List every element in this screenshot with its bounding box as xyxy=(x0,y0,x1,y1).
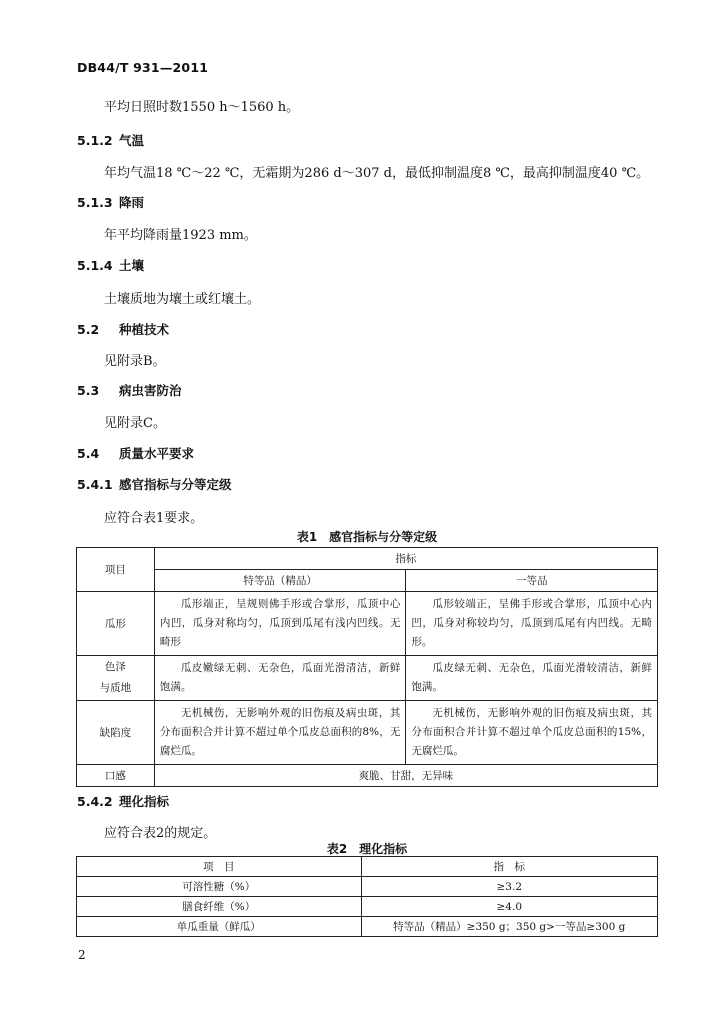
table1-taste-value: 爽脆、甘甜，无异味 xyxy=(154,765,657,787)
heading-title: 理化指标 xyxy=(119,794,170,809)
table2-value-sugar: ≥3.2 xyxy=(361,877,658,897)
table-row xyxy=(77,656,658,701)
heading-5-4-1 xyxy=(77,475,232,493)
heading-title: 质量水平要求 xyxy=(119,446,195,461)
table-row xyxy=(77,917,658,937)
table1-sensory-grading xyxy=(76,547,658,787)
table1-item-taste: 口感 xyxy=(77,765,155,787)
table2-physicochemical xyxy=(76,856,658,937)
heading-5-1-3 xyxy=(77,193,144,211)
paragraph-rainfall: 年平均降雨量1923 mm。 xyxy=(104,228,257,243)
heading-5-4 xyxy=(77,444,194,462)
table-row xyxy=(77,897,658,917)
table1-item-color: 色泽 与质地 xyxy=(77,656,155,701)
heading-5-4-2 xyxy=(77,792,169,810)
table2-header-item: 项 目 xyxy=(77,857,362,877)
table1-caption: 表1 感官指标与分等定级 xyxy=(296,530,438,544)
table2-item-sugar: 可溶性糖（%） xyxy=(77,877,362,897)
paragraph-table2-ref: 应符合表2的规定。 xyxy=(104,826,217,841)
paragraph-sunshine: 平均日照时数1550 h～1560 h。 xyxy=(104,100,300,115)
table1-premium-color: 瓜皮嫩绿无刺、无杂色，瓜面光滑清洁，新鲜饱满。 xyxy=(154,656,406,701)
table2-header-indicator: 指 标 xyxy=(361,857,658,877)
heading-number: 5.1.2 xyxy=(77,133,113,148)
table1-first-shape: 瓜形较端正，呈佛手形或合掌形，瓜顶中心内凹，瓜身对称较均匀，瓜顶到瓜尾有内凹线。无畸形。 xyxy=(406,592,658,656)
heading-5-2 xyxy=(77,320,169,338)
heading-5-3 xyxy=(77,381,182,399)
paragraph-soil: 土壤质地为壤土或红壤土。 xyxy=(104,292,261,307)
table1-item-defect: 缺陷度 xyxy=(77,701,155,765)
table1-first-color: 瓜皮绿无刺、无杂色，瓜面光滑较清洁，新鲜饱满。 xyxy=(406,656,658,701)
paragraph-temperature: 年均气温18 ℃～22 ℃，无霜期为286 d～307 d，最低抑制温度8 ℃，最高抑制温度40 ℃。 xyxy=(104,166,650,181)
heading-5-1-4 xyxy=(77,256,144,274)
page-number: 2 xyxy=(78,948,86,962)
paragraph-appendix-c: 见附录C。 xyxy=(104,416,166,431)
table2-caption: 表2 理化指标 xyxy=(326,842,408,856)
table-row xyxy=(77,592,658,656)
table-row xyxy=(77,701,658,765)
heading-number: 5.1.3 xyxy=(77,195,113,210)
paragraph-table1-ref: 应符合表1要求。 xyxy=(104,511,204,526)
table2-value-fiber: ≥4.0 xyxy=(361,897,658,917)
heading-number: 5.4.2 xyxy=(77,794,113,809)
heading-title: 气温 xyxy=(119,133,145,148)
heading-title: 感官指标与分等定级 xyxy=(119,477,232,492)
table1-header-indicator: 指标 xyxy=(154,548,657,570)
heading-5-1-2 xyxy=(77,131,144,149)
table-row xyxy=(77,857,658,877)
heading-number: 5.2 xyxy=(77,322,100,337)
table1-header-item: 项目 xyxy=(77,548,155,592)
document-code: DB44/T 931—2011 xyxy=(77,60,209,75)
table2-item-fiber: 膳食纤维（%） xyxy=(77,897,362,917)
table1-item-shape: 瓜形 xyxy=(77,592,155,656)
paragraph-appendix-b: 见附录B。 xyxy=(104,354,166,369)
heading-title: 种植技术 xyxy=(119,322,170,337)
heading-title: 病虫害防治 xyxy=(119,383,182,398)
table2-value-weight: 特等品（精品）≥350 g；350 g>一等品≥300 g xyxy=(361,917,658,937)
heading-number: 5.4.1 xyxy=(77,477,113,492)
table1-first-defect: 无机械伤，无影响外观的旧伤痕及病虫斑，其分布面积合并计算不超过单个瓜皮总面积的15%，无腐烂瓜。 xyxy=(406,701,658,765)
table-row xyxy=(77,877,658,897)
heading-title: 降雨 xyxy=(119,195,145,210)
table1-header-first: 一等品 xyxy=(406,570,658,592)
table-row xyxy=(77,765,658,787)
heading-number: 5.3 xyxy=(77,383,100,398)
heading-number: 5.1.4 xyxy=(77,258,113,273)
heading-title: 土壤 xyxy=(119,258,145,273)
table1-header-premium: 特等品（精品） xyxy=(154,570,406,592)
table1-premium-shape: 瓜形端正，呈规则佛手形或合掌形，瓜顶中心内凹，瓜身对称均匀，瓜顶到瓜尾有浅内凹线。无畸形 xyxy=(154,592,406,656)
heading-number: 5.4 xyxy=(77,446,100,461)
table2-item-weight: 单瓜重量（鲜瓜） xyxy=(77,917,362,937)
table1-premium-defect: 无机械伤，无影响外观的旧伤痕及病虫斑，其分布面积合并计算不超过单个瓜皮总面积的8%，无腐烂瓜。 xyxy=(154,701,406,765)
